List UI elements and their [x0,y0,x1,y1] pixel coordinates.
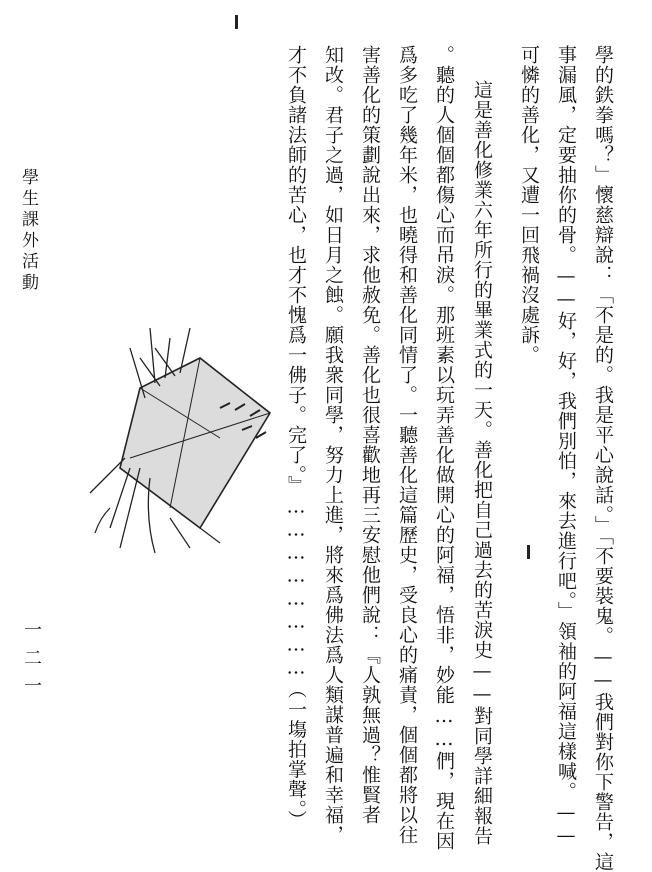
text-column-2: 事漏風，定要抽你的骨。——好，好，我們別怕，來去進行吧。」領袖的阿福這樣喊。—— [555,45,577,848]
text-column-1: 學的鉄拳嗎？」懷慈辯說：「不是的。我是平心說話。」「不要裝鬼。——我們對你下警告，這 [592,45,614,872]
text-column-4: 這是善化修業六年所行的畢業式的一天。善化把自己過去的苦淚史——對同學詳細報告 [471,80,493,846]
edge-mark-middle [527,545,530,559]
running-title: 學生課外活動 [18,168,38,294]
page-number: 一二一 [21,620,42,704]
edge-mark-top [235,15,238,29]
text-column-3: 可憐的善化，又遭一回飛禍沒處訴。 [518,45,540,365]
kite-illustration [70,318,280,558]
text-column-9: 才不負諸法師的苦心，也才不愧爲一佛子。完了。』……………………（一塲拍掌聲。） [285,45,307,830]
text-column-6: 爲多吃了幾年米，也曉得和善化同情了。一聽善化這篇歷史，受良心的痛責，個個都將以往 [396,45,418,845]
text-column-5: 。聽的人個個都傷心而吊淚。那班素以玩弄善化做開心的阿福，悟非，妙能……們，現在因 [433,45,455,851]
text-column-8: 知改。君子之過，如日月之蝕。願我衆同學，努力上進，將來爲佛法爲人類謀普遍和幸福， [322,45,344,845]
text-column-7: 害善化的策劃說出來，求他赦免。善化也很喜歡地再三安慰他們說：『人孰無過？惟賢者 [359,45,381,825]
